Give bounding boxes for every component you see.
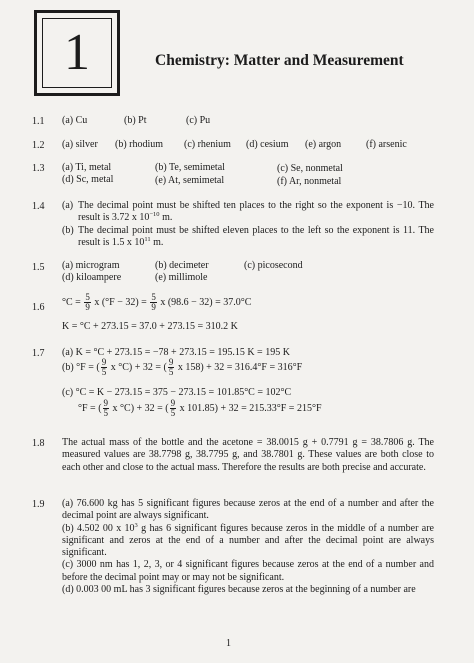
answer-d: (d) cesium <box>246 139 289 150</box>
answer-label: (a) <box>62 200 74 211</box>
unit: m. <box>150 236 164 248</box>
fraction-denominator: 5 <box>168 367 174 378</box>
equation-text: x °C) + 32 = ( <box>108 362 167 373</box>
equation-text: x 158) + 32 = 316.4°F = 316°F <box>175 362 303 373</box>
answer-a: (a) Cu <box>62 115 88 126</box>
exponent: 11 <box>144 235 151 243</box>
answer-text: The actual mass of the bottle and the acetone = 38.0015 g + 0.7791 g = 38.7806 g. The measured values are 38.7798 g, 38.7795 g, and 38.7801 g. These values are both close to each other and close to the actual mass. Therefore the results are both precise and accurate. <box>62 437 434 473</box>
answer-text: (b) 4.502 00 x 10 <box>62 522 135 534</box>
answer-c: (c) picosecond <box>244 260 303 271</box>
chapter-number-box <box>34 10 120 96</box>
problem-number: 1.3 <box>32 163 45 174</box>
fraction-denominator: 5 <box>103 408 109 419</box>
equation-text: x 101.85) + 32 = 215.33°F = 215°F <box>177 403 322 414</box>
answer-a: (a) 76.600 kg has 5 significant figures because zeros at the end of a number and after the decimal point are always significant. <box>62 498 434 522</box>
answer-f: (f) arsenic <box>366 139 407 150</box>
fraction <box>103 399 110 418</box>
unit: m. <box>159 212 173 224</box>
equation <box>62 357 302 379</box>
answer-c: (c) rhenium <box>184 139 231 150</box>
problem-number: 1.6 <box>32 302 45 313</box>
equation-text: °F = ( <box>78 403 102 414</box>
problem-number: 1.5 <box>32 262 45 273</box>
answer-text: The decimal point must be shifted eleven places to the left so the exponent is 11. The result is 1.5 x 10 <box>78 224 434 248</box>
exponent: −10 <box>149 211 160 219</box>
answer-a: (a) microgram <box>62 260 120 271</box>
answer-d: (d) kiloampere <box>62 272 122 283</box>
equation-text: x (°F − 32) = <box>91 297 150 308</box>
fraction <box>101 358 108 377</box>
problem-number: 1.8 <box>32 438 45 449</box>
equation-text: x (98.6 − 32) = 37.0°C <box>157 297 252 308</box>
fraction-denominator: 5 <box>170 408 176 419</box>
answer-b: (b) decimeter <box>155 260 209 271</box>
equation-text: (b) °F = ( <box>62 362 100 373</box>
answer-c: (c) 3000 nm has 1, 2, 3, or 4 significant figures because zeros at the end of a number and before the decimal point may or may not be significant. <box>62 559 434 583</box>
fraction <box>84 293 91 312</box>
chapter-number: 1 <box>42 18 112 88</box>
fraction-denominator: 9 <box>151 302 156 313</box>
answer-a: (a) K = °C + 273.15 = −78 + 273.15 = 195.15 K = 195 K <box>62 347 290 358</box>
answer-block <box>62 200 434 249</box>
answer-b: (b) Te, semimetal <box>155 162 225 173</box>
answer-text: The decimal point must be shifted ten places to the right so the exponent is −10. The result is 3.72 x 10 <box>78 200 434 224</box>
answer-a: (a) Ti, metal <box>62 162 112 173</box>
answer-f: (f) Ar, nonmetal <box>277 176 342 187</box>
fraction <box>170 399 177 418</box>
problem-number: 1.1 <box>32 116 45 127</box>
exponent: 3 <box>134 521 138 529</box>
fraction-denominator: 9 <box>85 302 90 313</box>
chapter-title: Chemistry: Matter and Measurement <box>155 52 404 69</box>
problem-number: 1.2 <box>32 140 45 151</box>
problem-number: 1.9 <box>32 499 45 510</box>
equation: K = °C + 273.15 = 37.0 + 273.15 = 310.2 K <box>62 321 238 332</box>
equation <box>78 398 322 420</box>
answer-e: (e) argon <box>305 139 342 150</box>
fraction-numerator: 5 <box>151 292 156 303</box>
problem-number: 1.7 <box>32 348 45 359</box>
answer-b: (b) Pt <box>124 115 147 126</box>
fraction-numerator: 9 <box>170 398 176 409</box>
answer-d: (d) 0.003 00 mL has 3 significant figures because zeros at the beginning of a number are <box>62 584 416 596</box>
answer-c: (c) °C = K − 273.15 = 375 − 273.15 = 101.85°C = 102°C <box>62 387 292 398</box>
problem-number: 1.4 <box>32 201 45 212</box>
answer-e: (e) millimole <box>155 272 208 283</box>
equation <box>62 292 251 314</box>
answer-a: (a) silver <box>62 139 98 150</box>
answer-text: g has 6 significant figures because zeros in the middle of a number are significant and zeros at the end of a number and after the decimal point are always significant. <box>62 522 434 559</box>
fraction-numerator: 9 <box>101 357 107 368</box>
fraction-denominator: 5 <box>101 367 107 378</box>
answer-d: (d) Sc, metal <box>62 174 114 185</box>
answer-label: (b) <box>62 224 74 236</box>
equation-text: °C = <box>62 297 84 308</box>
page-number: 1 <box>226 638 231 649</box>
fraction-numerator: 9 <box>168 357 174 368</box>
fraction-numerator: 5 <box>85 292 90 303</box>
answer-c: (c) Pu <box>186 115 211 126</box>
answer-b: (b) rhodium <box>115 139 164 150</box>
answer-block <box>62 498 434 596</box>
answer-b <box>62 523 434 560</box>
fraction <box>168 358 175 377</box>
answer-c: (c) Se, nonmetal <box>277 163 343 174</box>
fraction <box>150 293 157 312</box>
answer-e: (e) At, semimetal <box>155 175 225 186</box>
equation-text: x °C) + 32 = ( <box>110 403 169 414</box>
fraction-numerator: 9 <box>103 398 109 409</box>
